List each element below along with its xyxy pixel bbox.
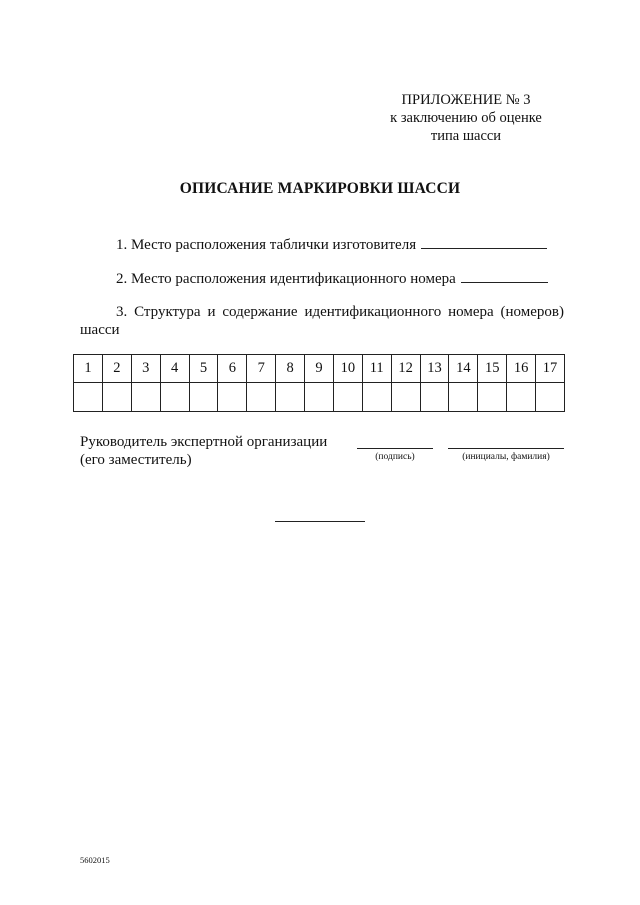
table-value-cell[interactable]: [536, 383, 565, 412]
table-value-cell[interactable]: [333, 383, 362, 412]
table-value-cell[interactable]: [131, 383, 160, 412]
table-value-cell[interactable]: [276, 383, 305, 412]
table-header-cell: 16: [507, 355, 536, 383]
item-number-structure: 3. Структура и содержание идентификационного номера (номеров) шасси: [80, 304, 564, 338]
table-header-cell: 13: [420, 355, 449, 383]
table-value-cell[interactable]: [102, 383, 131, 412]
table-header-cell: 1: [74, 355, 103, 383]
table-header-cell: 12: [391, 355, 420, 383]
signatory-role: [80, 433, 327, 469]
table-header-cell: 8: [276, 355, 305, 383]
signature-line[interactable]: [357, 448, 433, 449]
signatory-role-deputy: (его заместитель): [80, 452, 192, 468]
table-header-cell: 6: [218, 355, 247, 383]
table-header-row: [74, 355, 565, 383]
appendix-subject: типа шасси: [430, 128, 502, 144]
name-line[interactable]: [448, 448, 564, 449]
identification-number-location-field[interactable]: [461, 268, 548, 283]
table-value-cell[interactable]: [507, 383, 536, 412]
table-header-cell: 9: [305, 355, 334, 383]
table-header-cell: 4: [160, 355, 189, 383]
item-identification-number-label: 2. Место расположения идентификационного номера: [116, 271, 456, 287]
item-manufacturer-plate-label: 1. Место расположения таблички изготовителя: [116, 237, 417, 253]
identification-number-table: [73, 354, 565, 412]
table-value-row: [74, 383, 565, 412]
table-header-cell: 11: [362, 355, 391, 383]
document-code: 5602015: [80, 855, 110, 865]
table-header-cell: 2: [102, 355, 131, 383]
table-header-cell: 5: [189, 355, 218, 383]
separator-line: [275, 521, 365, 522]
table-value-cell[interactable]: [449, 383, 478, 412]
table-header-cell: 15: [478, 355, 507, 383]
table-value-cell[interactable]: [247, 383, 276, 412]
table-value-cell[interactable]: [74, 383, 103, 412]
table-header-cell: 7: [247, 355, 276, 383]
table-value-cell[interactable]: [189, 383, 218, 412]
table-header-cell: 3: [131, 355, 160, 383]
table-value-cell[interactable]: [478, 383, 507, 412]
table-value-cell[interactable]: [420, 383, 449, 412]
appendix-number: ПРИЛОЖЕНИЕ № 3: [401, 92, 531, 108]
table-value-cell[interactable]: [305, 383, 334, 412]
table-header-cell: 17: [536, 355, 565, 383]
manufacturer-plate-location-field[interactable]: [421, 234, 547, 249]
signatory-role-title: Руководитель экспертной организации: [80, 434, 328, 450]
item-identification-number: [80, 268, 564, 288]
appendix-reference: к заключению об оценке: [390, 110, 542, 126]
signature-caption: (подпись): [375, 452, 415, 462]
appendix-header: [368, 91, 564, 145]
table-value-cell[interactable]: [391, 383, 420, 412]
name-caption: (инициалы, фамилия): [462, 452, 550, 462]
table-value-cell[interactable]: [218, 383, 247, 412]
table-header-cell: 14: [449, 355, 478, 383]
table-header-cell: 10: [333, 355, 362, 383]
table-value-cell[interactable]: [362, 383, 391, 412]
table-value-cell[interactable]: [160, 383, 189, 412]
document-title: ОПИСАНИЕ МАРКИРОВКИ ШАССИ: [179, 180, 461, 197]
item-manufacturer-plate: [80, 234, 564, 254]
